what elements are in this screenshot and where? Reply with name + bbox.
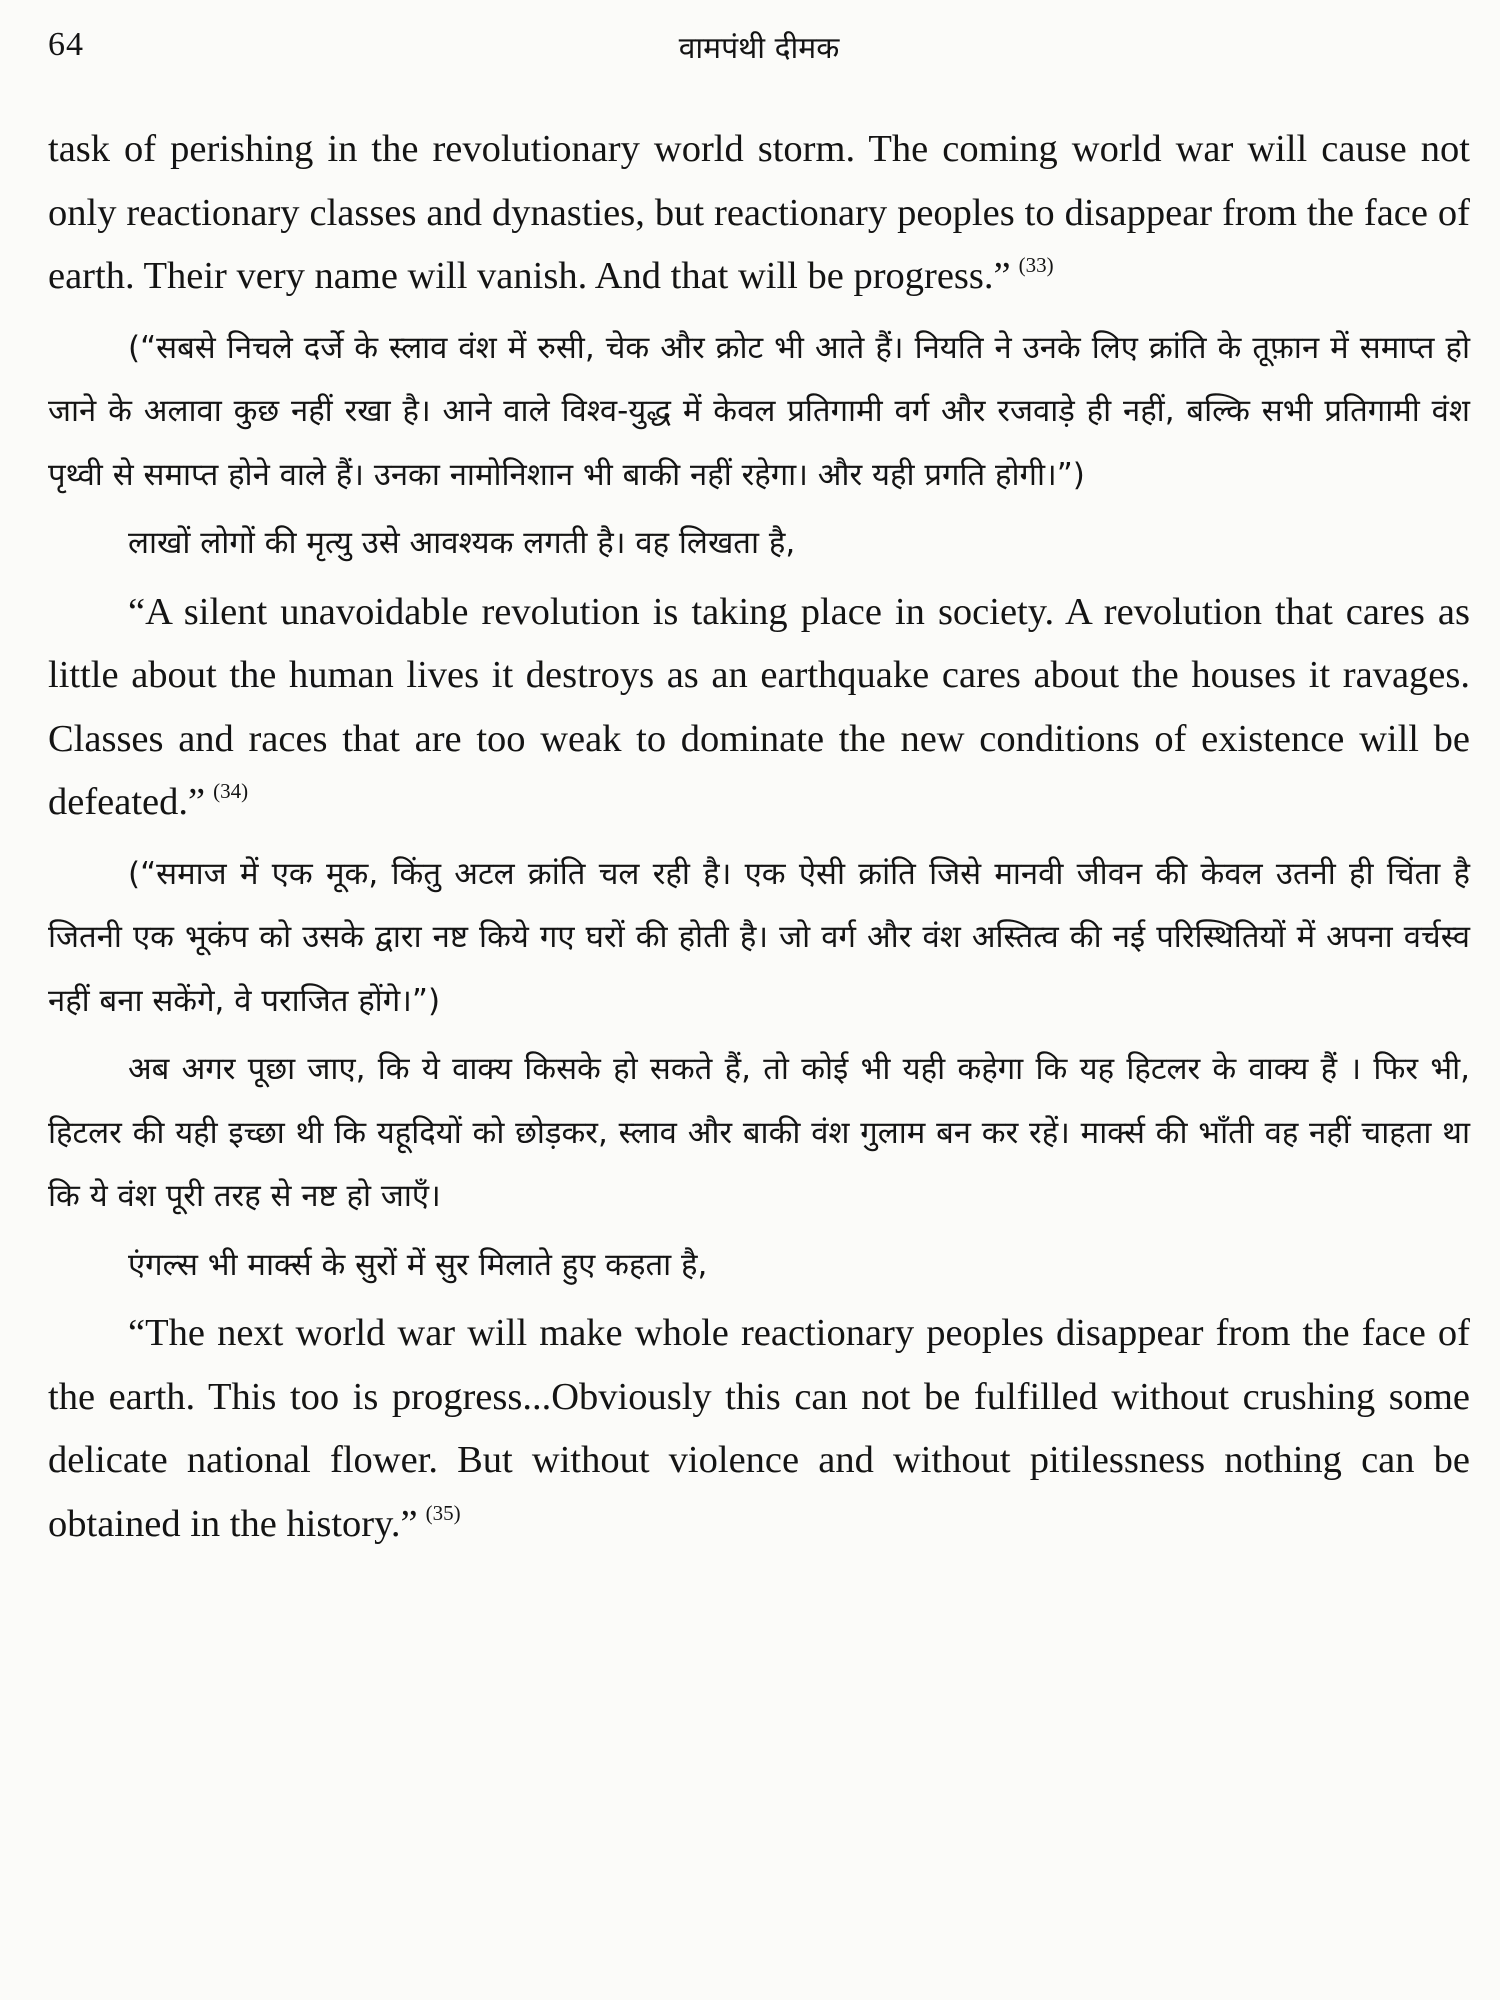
hindi-commentary-paragraph: अब अगर पूछा जाए, कि ये वाक्य किसके हो सकते हैं, तो कोई भी यही कहेगा कि यह हिटलर के वाक्य हैं । फिर भी, हिटलर की यही इच्छा थी कि यहूदियों को छोड़कर, स्लाव और बाकी वंश गुलाम बन कर रहें। मार्क्स की भाँती वह नहीं चाहता था कि ये वंश पूरी तरह से नष्ट हो जाएँ।	[48, 1051, 1470, 1214]
hindi-translation-34: (“समाज में एक मूक, किंतु अटल क्रांति चल रही है। एक ऐसी क्रांति जिसे मानवी जीवन की केवल उतनी ही चिंता है जितनी एक भूकंप को उसके द्वारा नष्ट किये गए घरों की होती है। जो वर्ग और वंश अस्तित्व की नई परिस्थितियों में अपना वर्चस्व नहीं बना सकेंगे, वे पराजित होंगे।”)	[48, 855, 1470, 1019]
hindi-intro-paragraph: लाखों लोगों की मृत्यु उसे आवश्यक लगती है। वह लिखता है,	[128, 525, 796, 561]
page-body	[48, 118, 1470, 1556]
english-quote-35	[48, 1302, 1470, 1556]
quote-text: task of perishing in the revolutionary world storm. The coming world war will cause not only reactionary classes and dynasties, but reactionary peoples to disappear from the face of earth. Their very name will vanish. And that will be progress.”	[48, 128, 1470, 297]
footnote-marker-34: (34)	[213, 779, 249, 803]
footnote-marker-33: (33)	[1018, 253, 1054, 277]
english-quote-33	[48, 118, 1470, 309]
hindi-translation-33: (“सबसे निचले दर्जे के स्लाव वंश में रुसी, चेक और क्रोट भी आते हैं। नियति ने उनके लिए क्रांति के तूफ़ान में समाप्त हो जाने के अलावा कुछ नहीं रखा है। आने वाले विश्व-युद्ध में केवल प्रतिगामी वर्ग और रजवाड़े ही नहीं, बल्कि सभी प्रतिगामी वंश पृथ्वी से समाप्त होने वाले हैं। उनका नामोनिशान भी बाकी नहीं रहेगा। और यही प्रगति होगी।”)	[48, 329, 1470, 493]
hindi-engels-intro: एंगल्स भी मार्क्स के सुरों में सुर मिलाते हुए कहता है,	[128, 1246, 708, 1283]
english-quote-34	[48, 581, 1470, 835]
page-number: 64	[48, 26, 84, 63]
book-title: वामपंथी दीमक	[678, 31, 840, 66]
running-header	[48, 18, 1470, 78]
quote-text: “A silent unavoidable revolution is taking place in society. A revolution that cares as little about the human lives it destroys as an earthquake cares about the houses it ravages. Classes and races that are too weak to dominate the new conditions of existence will be defeated.”	[48, 590, 1470, 823]
footnote-marker-35: (35)	[425, 1500, 461, 1525]
quote-text: “The next world war will make whole reactionary peoples disappear from the face of the earth. This too is progress...Obviously this can not be fulfilled without crushing some delicate national flower. But without violence and without pitilessness nothing can be obtained in the history.”	[48, 1312, 1470, 1545]
